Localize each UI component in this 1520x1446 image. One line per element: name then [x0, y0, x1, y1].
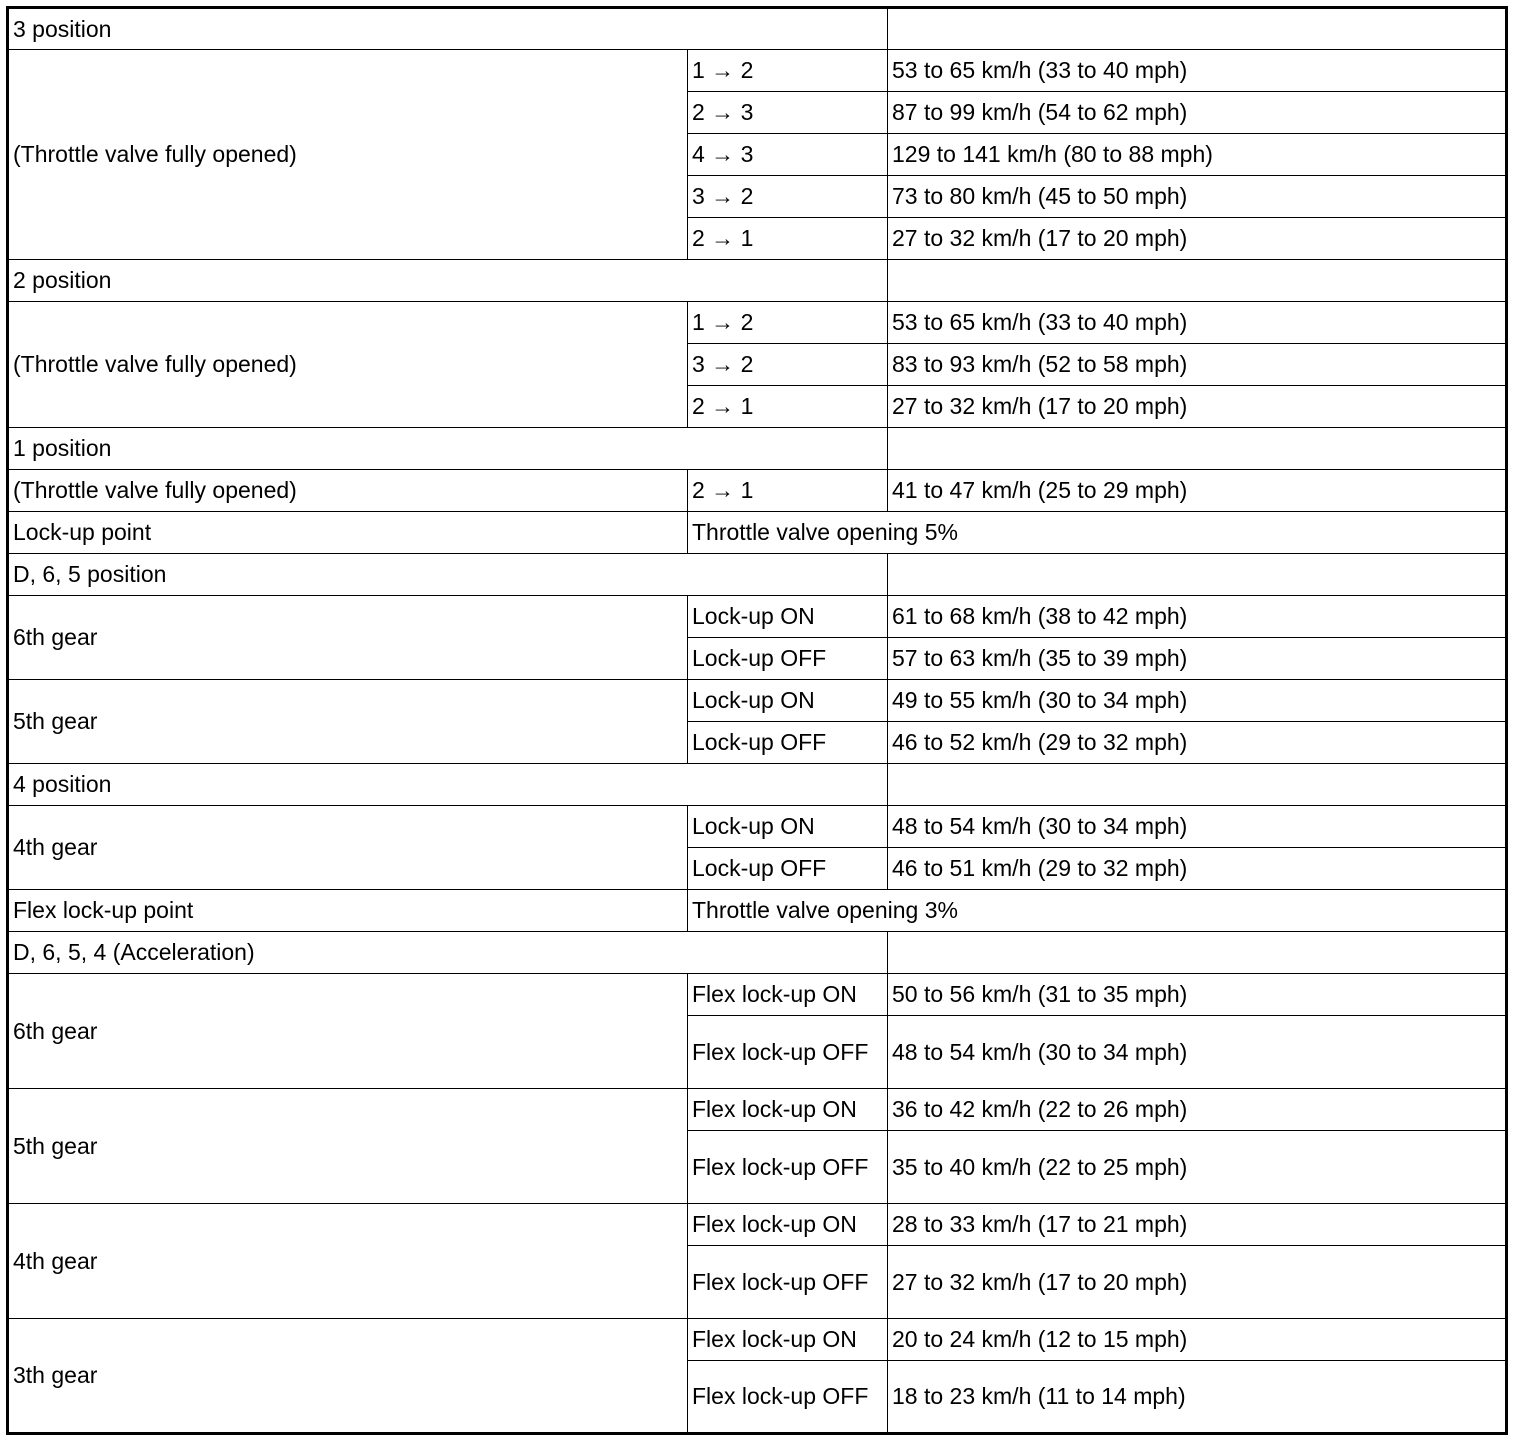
shift-condition: Flex lock-up ON	[688, 1204, 888, 1246]
speed-value: 27 to 32 km/h (17 to 20 mph)	[888, 386, 1507, 428]
speed-value: 57 to 63 km/h (35 to 39 mph)	[888, 638, 1507, 680]
shift-condition: Lock-up ON	[688, 596, 888, 638]
condition-label: 6th gear	[8, 596, 688, 680]
section-header-row	[8, 554, 1507, 596]
table-row	[8, 1319, 1507, 1361]
speed-value: 35 to 40 km/h (22 to 25 mph)	[888, 1131, 1507, 1204]
shift-condition: Flex lock-up ON	[688, 1089, 888, 1131]
shift-condition: 3 → 2	[688, 176, 888, 218]
shift-condition: Flex lock-up ON	[688, 974, 888, 1016]
empty-cell	[888, 554, 1507, 596]
shift-condition: Flex lock-up OFF	[688, 1016, 888, 1089]
condition-label: (Throttle valve fully opened)	[8, 470, 688, 512]
speed-value: 53 to 65 km/h (33 to 40 mph)	[888, 50, 1507, 92]
table-row	[8, 470, 1507, 512]
speed-value: 50 to 56 km/h (31 to 35 mph)	[888, 974, 1507, 1016]
shift-condition: Lock-up ON	[688, 680, 888, 722]
point-value: Throttle valve opening 3%	[688, 890, 1507, 932]
speed-value: 87 to 99 km/h (54 to 62 mph)	[888, 92, 1507, 134]
section-heading: 2 position	[8, 260, 888, 302]
table-row	[8, 50, 1507, 92]
speed-value: 36 to 42 km/h (22 to 26 mph)	[888, 1089, 1507, 1131]
empty-cell	[888, 932, 1507, 974]
table-row	[8, 806, 1507, 848]
condition-label: 4th gear	[8, 806, 688, 890]
speed-value: 46 to 51 km/h (29 to 32 mph)	[888, 848, 1507, 890]
shift-condition: Lock-up OFF	[688, 722, 888, 764]
table-row	[8, 1089, 1507, 1131]
point-label: Flex lock-up point	[8, 890, 688, 932]
section-heading: 1 position	[8, 428, 888, 470]
condition-label: 6th gear	[8, 974, 688, 1089]
speed-value: 48 to 54 km/h (30 to 34 mph)	[888, 806, 1507, 848]
section-heading: 3 position	[8, 8, 888, 50]
shift-condition: Flex lock-up OFF	[688, 1131, 888, 1204]
speed-value: 20 to 24 km/h (12 to 15 mph)	[888, 1319, 1507, 1361]
condition-label: 3th gear	[8, 1319, 688, 1434]
speed-value: 46 to 52 km/h (29 to 32 mph)	[888, 722, 1507, 764]
speed-value: 83 to 93 km/h (52 to 58 mph)	[888, 344, 1507, 386]
point-label: Lock-up point	[8, 512, 688, 554]
shift-condition: Flex lock-up ON	[688, 1319, 888, 1361]
empty-cell	[888, 428, 1507, 470]
empty-cell	[888, 8, 1507, 50]
shift-condition: Flex lock-up OFF	[688, 1361, 888, 1434]
shift-condition: 2 → 1	[688, 218, 888, 260]
speed-value: 41 to 47 km/h (25 to 29 mph)	[888, 470, 1507, 512]
condition-label: (Throttle valve fully opened)	[8, 302, 688, 428]
shift-condition: 1 → 2	[688, 302, 888, 344]
speed-value: 27 to 32 km/h (17 to 20 mph)	[888, 218, 1507, 260]
point-value: Throttle valve opening 5%	[688, 512, 1507, 554]
shift-condition: 2 → 1	[688, 386, 888, 428]
condition-label: (Throttle valve fully opened)	[8, 50, 688, 260]
section-header-row	[8, 764, 1507, 806]
table-row	[8, 974, 1507, 1016]
speed-value: 49 to 55 km/h (30 to 34 mph)	[888, 680, 1507, 722]
lock-up-point-row	[8, 890, 1507, 932]
condition-label: 4th gear	[8, 1204, 688, 1319]
shift-condition: 4 → 3	[688, 134, 888, 176]
shift-condition: Lock-up ON	[688, 806, 888, 848]
speed-value: 28 to 33 km/h (17 to 21 mph)	[888, 1204, 1507, 1246]
empty-cell	[888, 260, 1507, 302]
shift-condition: 3 → 2	[688, 344, 888, 386]
section-heading: D, 6, 5 position	[8, 554, 888, 596]
section-header-row	[8, 260, 1507, 302]
speed-value: 129 to 141 km/h (80 to 88 mph)	[888, 134, 1507, 176]
shift-condition: 1 → 2	[688, 50, 888, 92]
shift-condition: 2 → 3	[688, 92, 888, 134]
speed-value: 53 to 65 km/h (33 to 40 mph)	[888, 302, 1507, 344]
section-heading: 4 position	[8, 764, 888, 806]
shift-condition: 2 → 1	[688, 470, 888, 512]
shift-condition: Lock-up OFF	[688, 848, 888, 890]
section-heading: D, 6, 5, 4 (Acceleration)	[8, 932, 888, 974]
table-row	[8, 596, 1507, 638]
empty-cell	[888, 764, 1507, 806]
table-row	[8, 1204, 1507, 1246]
table-row	[8, 302, 1507, 344]
section-header-row	[8, 428, 1507, 470]
section-header-row	[8, 8, 1507, 50]
speed-value: 18 to 23 km/h (11 to 14 mph)	[888, 1361, 1507, 1434]
table-row	[8, 680, 1507, 722]
lock-up-point-row	[8, 512, 1507, 554]
condition-label: 5th gear	[8, 1089, 688, 1204]
shift-speed-table	[6, 6, 1508, 1435]
condition-label: 5th gear	[8, 680, 688, 764]
shift-speed-table-body	[8, 8, 1507, 1434]
speed-value: 73 to 80 km/h (45 to 50 mph)	[888, 176, 1507, 218]
shift-condition: Lock-up OFF	[688, 638, 888, 680]
speed-value: 48 to 54 km/h (30 to 34 mph)	[888, 1016, 1507, 1089]
shift-condition: Flex lock-up OFF	[688, 1246, 888, 1319]
speed-value: 61 to 68 km/h (38 to 42 mph)	[888, 596, 1507, 638]
speed-value: 27 to 32 km/h (17 to 20 mph)	[888, 1246, 1507, 1319]
section-header-row	[8, 932, 1507, 974]
